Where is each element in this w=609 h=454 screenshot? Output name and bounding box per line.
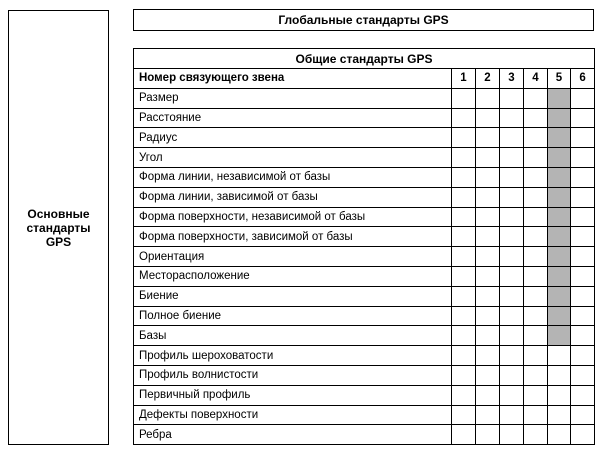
matrix-cell (524, 326, 548, 346)
matrix-cell (476, 187, 500, 207)
matrix-cell (500, 128, 524, 148)
matrix-cell (476, 207, 500, 227)
matrix-cell (524, 148, 548, 168)
matrix-cell (500, 227, 524, 247)
matrix-cell (476, 128, 500, 148)
matrix-cell (452, 365, 476, 385)
matrix-cell (548, 405, 571, 425)
matrix-cell (476, 326, 500, 346)
matrix-cell (524, 286, 548, 306)
matrix-cell (452, 148, 476, 168)
matrix-cell (571, 207, 595, 227)
basic-standards-box (8, 10, 109, 445)
matrix-cell (500, 266, 524, 286)
matrix-cell (524, 346, 548, 366)
matrix-cell (524, 306, 548, 326)
matrix-cell (452, 405, 476, 425)
row-label: Ребра (134, 425, 452, 445)
table-row (134, 365, 595, 385)
matrix-cell (524, 405, 548, 425)
matrix-cell (571, 365, 595, 385)
matrix-cell (571, 306, 595, 326)
matrix-cell (548, 306, 571, 326)
row-label: Профиль волнистости (134, 365, 452, 385)
matrix-cell (571, 128, 595, 148)
matrix-cell (452, 425, 476, 445)
column-number-6: 6 (571, 69, 595, 89)
matrix-cell (500, 425, 524, 445)
matrix-cell (524, 167, 548, 187)
matrix-cell (452, 108, 476, 128)
matrix-cell (476, 108, 500, 128)
matrix-cell (500, 405, 524, 425)
matrix-cell (500, 346, 524, 366)
matrix-cell (452, 286, 476, 306)
column-number-5: 5 (548, 69, 571, 89)
matrix-cell (571, 266, 595, 286)
matrix-cell (571, 326, 595, 346)
matrix-cell (500, 167, 524, 187)
table-row (134, 385, 595, 405)
row-label: Профиль шероховатости (134, 346, 452, 366)
table-row (134, 108, 595, 128)
matrix-cell (571, 405, 595, 425)
header-row (134, 69, 595, 89)
matrix-cell (452, 247, 476, 267)
matrix-cell (571, 187, 595, 207)
matrix-body (134, 88, 595, 444)
matrix-cell (548, 207, 571, 227)
table-row (134, 425, 595, 445)
matrix-cell (548, 266, 571, 286)
matrix-cell (476, 148, 500, 168)
matrix-cell (476, 425, 500, 445)
matrix-cell (524, 247, 548, 267)
matrix-cell (571, 148, 595, 168)
table-row (134, 326, 595, 346)
matrix-cell (500, 286, 524, 306)
matrix-cell (452, 266, 476, 286)
matrix-cell (548, 187, 571, 207)
matrix-cell (548, 88, 571, 108)
matrix-cell (571, 286, 595, 306)
matrix-cell (548, 227, 571, 247)
global-standards-box (133, 9, 594, 31)
matrix-cell (524, 227, 548, 247)
matrix-cell (476, 266, 500, 286)
matrix-cell (476, 286, 500, 306)
table-row (134, 306, 595, 326)
matrix-cell (571, 167, 595, 187)
matrix-cell (524, 425, 548, 445)
matrix-cell (571, 227, 595, 247)
matrix-cell (548, 425, 571, 445)
row-label: Форма линии, зависимой от базы (134, 187, 452, 207)
matrix-cell (548, 326, 571, 346)
matrix-cell (548, 385, 571, 405)
matrix-cell (452, 326, 476, 346)
table-row (134, 88, 595, 108)
table-row (134, 266, 595, 286)
matrix-cell (452, 167, 476, 187)
matrix-cell (548, 128, 571, 148)
matrix-cell (524, 385, 548, 405)
matrix-cell (500, 148, 524, 168)
row-label: Размер (134, 88, 452, 108)
table-row (134, 167, 595, 187)
matrix-cell (571, 346, 595, 366)
row-label: Форма поверхности, независимой от базы (134, 207, 452, 227)
matrix-cell (524, 88, 548, 108)
matrix-cell (571, 425, 595, 445)
row-label: Форма поверхности, зависимой от базы (134, 227, 452, 247)
matrix-cell (500, 207, 524, 227)
matrix-cell (452, 187, 476, 207)
matrix-cell (452, 88, 476, 108)
matrix-cell (452, 306, 476, 326)
matrix-cell (452, 385, 476, 405)
row-label: Угол (134, 148, 452, 168)
row-label: Полное биение (134, 306, 452, 326)
table-row (134, 227, 595, 247)
column-number-4: 4 (524, 69, 548, 89)
matrix-cell (452, 227, 476, 247)
matrix-cell (548, 148, 571, 168)
matrix-cell (452, 128, 476, 148)
row-label: Ориентация (134, 247, 452, 267)
matrix-cell (476, 405, 500, 425)
matrix-cell (524, 108, 548, 128)
matrix-cell (548, 346, 571, 366)
chain-link-header: Номер связующего звена (134, 69, 452, 89)
row-label: Расстояние (134, 108, 452, 128)
table-row (134, 346, 595, 366)
table-row (134, 286, 595, 306)
matrix-cell (524, 187, 548, 207)
table-row (134, 207, 595, 227)
matrix-cell (476, 88, 500, 108)
column-number-2: 2 (476, 69, 500, 89)
matrix-cell (500, 187, 524, 207)
matrix-cell (476, 306, 500, 326)
matrix-cell (500, 247, 524, 267)
matrix-cell (524, 266, 548, 286)
matrix-cell (524, 128, 548, 148)
matrix-cell (476, 365, 500, 385)
row-label: Дефекты поверхности (134, 405, 452, 425)
matrix-cell (476, 346, 500, 366)
matrix-cell (571, 88, 595, 108)
row-label: Радиус (134, 128, 452, 148)
column-number-3: 3 (500, 69, 524, 89)
matrix-cell (524, 365, 548, 385)
table-row (134, 148, 595, 168)
matrix-cell (548, 247, 571, 267)
matrix-cell (548, 365, 571, 385)
matrix-cell (548, 286, 571, 306)
matrix-cell (476, 167, 500, 187)
matrix-cell (500, 306, 524, 326)
matrix-cell (500, 326, 524, 346)
matrix-cell (452, 346, 476, 366)
matrix-cell (476, 227, 500, 247)
matrix-cell (500, 108, 524, 128)
matrix-cell (571, 247, 595, 267)
matrix-cell (500, 385, 524, 405)
table-row (134, 128, 595, 148)
row-label: Месторасположение (134, 266, 452, 286)
matrix-cell (476, 247, 500, 267)
table-row (134, 247, 595, 267)
matrix-cell (476, 385, 500, 405)
matrix-cell (524, 207, 548, 227)
table-row (134, 405, 595, 425)
matrix-cell (571, 108, 595, 128)
general-standards-matrix (133, 48, 595, 445)
matrix-cell (548, 108, 571, 128)
row-label: Первичный профиль (134, 385, 452, 405)
matrix-cell (500, 88, 524, 108)
row-label: Форма линии, независимой от базы (134, 167, 452, 187)
matrix-cell (548, 167, 571, 187)
row-label: Базы (134, 326, 452, 346)
general-standards-title: Общие стандарты GPS (134, 49, 595, 69)
global-standards-title: Глобальные стандарты GPS (278, 13, 449, 27)
table-row (134, 187, 595, 207)
matrix-cell (500, 365, 524, 385)
basic-standards-label: Основные стандарты GPS (26, 206, 91, 249)
row-label: Биение (134, 286, 452, 306)
matrix-cell (571, 385, 595, 405)
column-number-1: 1 (452, 69, 476, 89)
matrix-cell (452, 207, 476, 227)
